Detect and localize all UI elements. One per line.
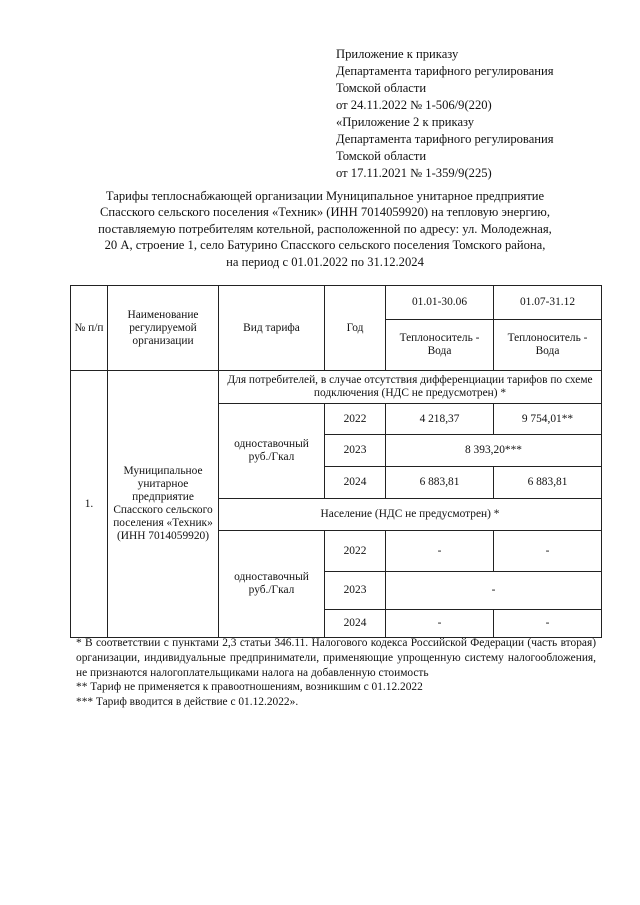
table-header-row	[71, 286, 602, 320]
document-title	[60, 188, 590, 270]
tariff-type-cell: одноставочный руб./Гкал	[219, 404, 325, 499]
value-cell: -	[494, 531, 602, 572]
tariff-type-cell: одноставочный руб./Гкал	[219, 531, 325, 638]
year-cell: 2024	[325, 467, 386, 499]
title-line: Спасского сельского поселения «Техник» (ИНН 7014059920) на тепловую энергию,	[100, 205, 550, 220]
appendix-header	[336, 46, 626, 182]
value-cell: 6 883,81	[494, 467, 602, 499]
title-line: поставляемую потребителям котельной, расположенной по адресу: ул. Молодежная,	[98, 221, 552, 236]
year-cell: 2023	[325, 572, 386, 610]
value-cell: -	[494, 610, 602, 638]
header-carrier-first-half: Теплоноситель - Вода	[386, 320, 494, 371]
header-period-first-half: 01.01-30.06	[386, 286, 494, 320]
value-merged-cell: -	[386, 572, 602, 610]
year-cell: 2022	[325, 404, 386, 435]
header-year-cell: Год	[325, 286, 386, 371]
header-carrier-second-half: Теплоноситель - Вода	[494, 320, 602, 371]
header-line: от 24.11.2022 № 1-506/9(220)	[336, 98, 492, 112]
header-line: Томской области	[336, 81, 427, 95]
value-merged-cell: 8 393,20***	[386, 435, 602, 467]
value-cell: 6 883,81	[386, 467, 494, 499]
year-cell: 2023	[325, 435, 386, 467]
section-row	[71, 371, 602, 404]
footnote-not-applied: ** Тариф не применяется к правоотношениям, возникшим с 01.12.2022	[76, 681, 423, 694]
header-line: Приложение к приказу	[336, 47, 459, 61]
title-line: Тарифы теплоснабжающей организации Муниципальное унитарное предприятие	[105, 189, 545, 203]
year-cell: 2022	[325, 531, 386, 572]
header-tariff-type-cell: Вид тарифа	[219, 286, 325, 371]
footnote-effective-date: *** Тариф вводится в действие с 01.12.2022».	[76, 696, 299, 709]
header-line: Департамента тарифного регулирования	[336, 132, 554, 146]
footnotes	[76, 636, 596, 710]
header-period-second-half: 01.07-31.12	[494, 286, 602, 320]
row-number-cell: 1.	[71, 371, 108, 638]
header-line: «Приложение 2 к приказу	[336, 115, 475, 129]
title-line: на период с 01.01.2022 по 31.12.2024	[226, 254, 424, 269]
organization-name-cell: Муниципальное унитарное предприятие Спасского сельского поселения «Техник» (ИНН 7014059920)	[108, 371, 219, 638]
value-cell: 9 754,01**	[494, 404, 602, 435]
value-cell: -	[386, 610, 494, 638]
header-organization-cell: Наименование регулируемой организации	[108, 286, 219, 371]
title-line: 20 А, строение 1, село Батурино Спасского сельского поселения Томского района,	[104, 238, 546, 253]
header-line: от 17.11.2021 № 1-359/9(225)	[336, 166, 492, 180]
footnote-vat: * В соответствии с пунктами 2,3 статьи 346.11. Налогового кодекса Российской Федерации (часть вторая) организации, индивидуальные предприниматели, применяющие упрощенную систему налогообложения, не признаются налогоплательщиками налога на добавленную стоимость	[76, 637, 596, 679]
year-cell: 2024	[325, 610, 386, 638]
value-cell: -	[386, 531, 494, 572]
value-cell: 4 218,37	[386, 404, 494, 435]
section-population-label: Население (НДС не предусмотрен) *	[219, 499, 602, 531]
header-line: Департамента тарифного регулирования	[336, 64, 554, 78]
header-number-cell: № п/п	[71, 286, 108, 371]
tariff-table	[70, 285, 602, 638]
header-line: Томской области	[336, 149, 427, 163]
section-consumers-label: Для потребителей, в случае отсутствия дифференциации тарифов по схеме подключения (НДС не предусмотрен) *	[219, 371, 602, 404]
